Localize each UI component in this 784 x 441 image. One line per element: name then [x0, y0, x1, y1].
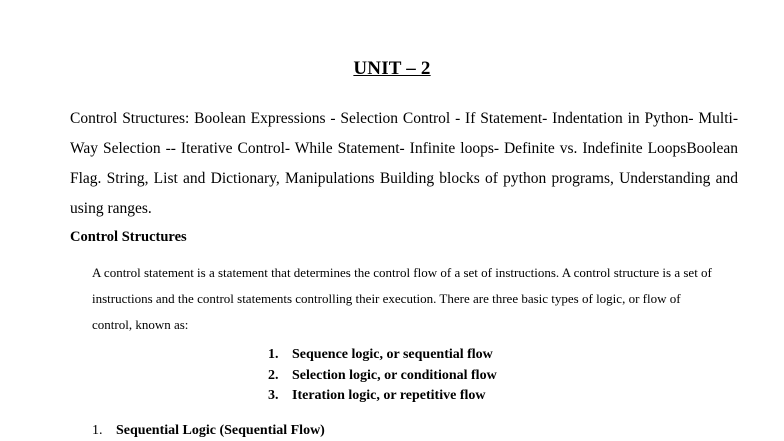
list-item-number: 1. — [268, 347, 279, 362]
subsection-title: Sequential Logic (Sequential Flow) — [116, 423, 325, 438]
list-item-text: Iteration logic, or repetitive flow — [292, 388, 486, 403]
syllabus-intro: Control Structures: Boolean Expressions - Selection Control - If Statement- Indentation in Python- Multi-Way Selection -- Iterative Control- While Statement- Infinite loops- Definite vs. Indefinite LoopsBoolean Flag. String, List and Dictionary, Manipulations Building blocks of python programs, Understanding and using ranges. — [70, 110, 738, 217]
list-item-number: 3. — [268, 388, 279, 403]
list-item-text: Sequence logic, or sequential flow — [292, 347, 493, 362]
subsection-heading — [92, 421, 325, 441]
list-item-number: 2. — [268, 367, 279, 383]
subsection-number: 1. — [92, 423, 103, 438]
list-item — [268, 345, 497, 366]
list-item — [268, 386, 497, 407]
section-paragraph: A control statement is a statement that determines the control flow of a set of instructions. A control structure is a set of instructions and the control statements controlling their execution. There are three basic types of logic, or flow of control, known as: — [92, 265, 712, 332]
list-item — [268, 366, 497, 387]
logic-types-list — [268, 345, 497, 407]
section-heading: Control Structures — [70, 229, 187, 245]
unit-title: UNIT – 2 — [353, 58, 431, 79]
list-item-text: Selection logic, or conditional flow — [292, 367, 497, 383]
